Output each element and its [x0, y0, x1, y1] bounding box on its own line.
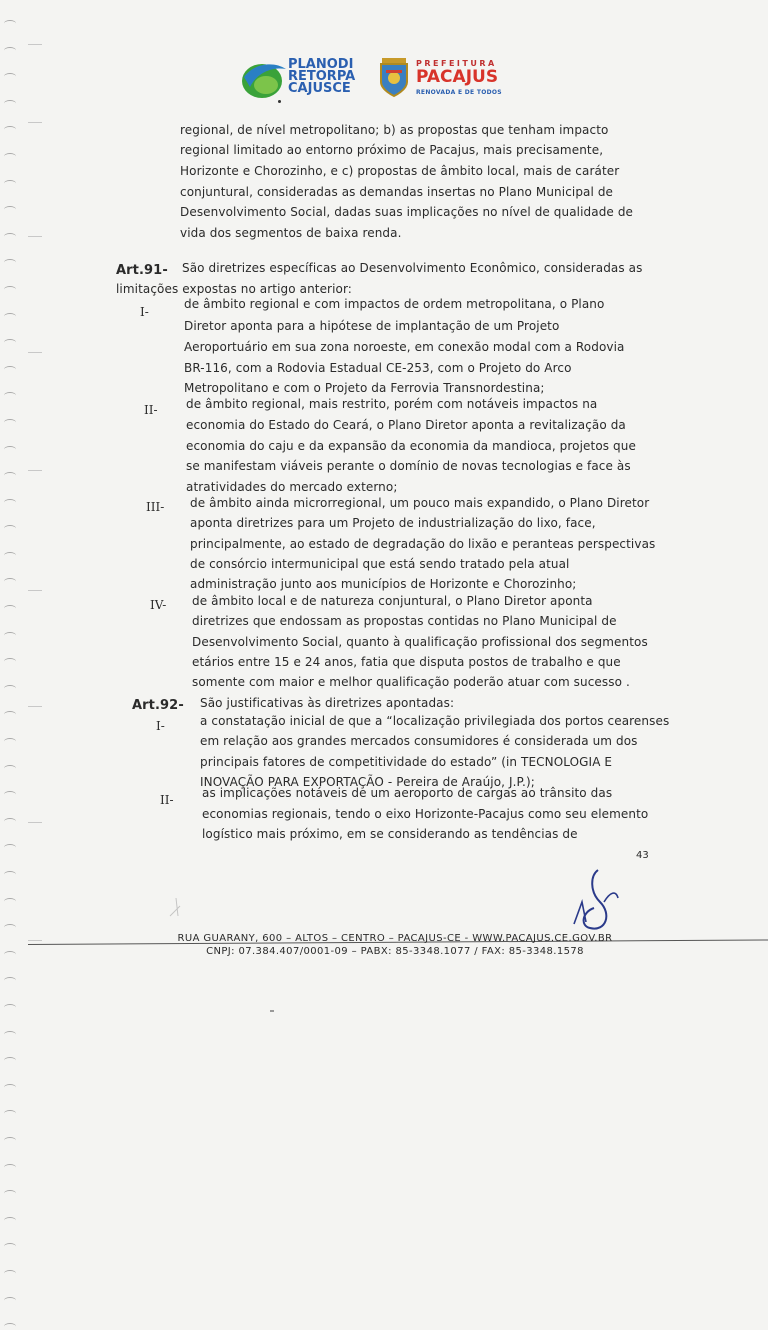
text-line: Horizonte e Chorozinho, e c) propostas de âmbito local, mais de caráter: [180, 164, 620, 178]
coat-of-arms-icon: [378, 56, 410, 98]
text-line: economia do Estado do Ceará, o Plano Diretor aponta a revitalização da: [186, 418, 626, 432]
text-line: atratividades do mercado externo;: [186, 480, 398, 494]
signature-icon: [560, 862, 640, 942]
pacajus-label: PACAJUS: [416, 67, 499, 87]
article-91-heading: limitações expostas no artigo anterior:: [116, 282, 352, 296]
text-line: as implicações notáveis de um aeroporto de cargas ao trânsito das: [202, 786, 613, 800]
faint-mark-icon: [166, 892, 196, 922]
text-line: em relação aos grandes mercados consumidores é considerada um dos: [200, 734, 638, 748]
text-line: diretrizes que endossam as propostas contidas no Plano Municipal de: [192, 614, 617, 628]
page-number: 43: [636, 850, 649, 861]
text-line: Diretor aponta para a hipótese de implantação de um Projeto: [184, 319, 560, 333]
text-line: de âmbito regional, mais restrito, porém com notáveis impactos na: [186, 397, 598, 411]
plano-diretor-logo: [240, 57, 370, 101]
item-numeral: II-: [144, 403, 158, 417]
text-line: regional limitado ao entorno próximo de Pacajus, mais precisamente,: [180, 143, 604, 157]
text-line: administração junto aos municípios de Horizonte e Chorozinho;: [190, 577, 577, 591]
text-line: de âmbito ainda microrregional, um pouco mais expandido, o Plano Diretor: [190, 496, 650, 510]
text-line: aponta diretrizes para um Projeto de industrialização do lixo, face,: [190, 516, 596, 530]
text-line: somente com maior e melhor qualificação poderão atuar com sucesso .: [192, 675, 630, 689]
item-numeral: III-: [146, 500, 165, 514]
footer-address: RUA GUARANY, 600 – ALTOS – CENTRO – PACAJUS-CE - WWW.PACAJUS.CE.GOV.BR: [177, 933, 613, 944]
logo-word-1: PLANODI: [288, 57, 354, 72]
article-92-label: Art.92-: [132, 698, 184, 713]
text-line: Aeroportuário em sua zona noroeste, em conexão modal com a Rodovia: [184, 340, 625, 354]
item-numeral: I-: [140, 305, 149, 319]
text-line: de consórcio intermunicipal que está sendo tratado pela atual: [190, 557, 570, 571]
text-line: Metropolitano e com o Projeto da Ferrovia Transnordestina;: [184, 381, 545, 395]
text-line: Desenvolvimento Social, quanto à qualificação profissional dos segmentos: [192, 635, 648, 649]
item-numeral: IV-: [150, 598, 167, 612]
prefeitura-logo: [378, 56, 508, 102]
article-91-heading: São diretrizes específicas ao Desenvolvimento Econômico, consideradas as: [182, 261, 643, 275]
text-line: regional, de nível metropolitano; b) as propostas que tenham impacto: [180, 123, 609, 137]
item-numeral: I-: [156, 719, 165, 733]
perforation-marks: [4, 20, 20, 1010]
text-line: conjuntural, consideradas as demandas insertas no Plano Municipal de: [180, 185, 614, 199]
text-line: economias regionais, tendo o eixo Horizonte-Pacajus como seu elemento: [202, 807, 649, 821]
article-92-heading: São justificativas às diretrizes apontadas:: [200, 696, 455, 710]
text-line: principais fatores de competitividade do estado” (in TECNOLOGIA E: [200, 755, 613, 769]
text-line: BR-116, com a Rodovia Estadual CE-253, com o Projeto do Arco: [184, 361, 572, 375]
text-line: de âmbito regional e com impactos de ordem metropolitana, o Plano: [184, 297, 605, 311]
text-line: economia do caju e da expansão da economia da mandioca, projetos que: [186, 439, 636, 453]
slogan-label: RENOVADA E DE TODOS: [416, 89, 502, 96]
logo-word-2: RETORPA: [288, 69, 356, 84]
prefeitura-label: PREFEITURA: [416, 59, 497, 68]
text-line: principalmente, ao estado de degradação do lixão e peranteas perspectivas: [190, 537, 656, 551]
item-numeral: II-: [160, 793, 174, 807]
footer-contact: CNPJ: 07.384.407/0001-09 – PABX: 85-3348.1077 / FAX: 85-3348.1578: [206, 946, 584, 957]
leaf-logo-icon: [240, 57, 288, 101]
text-line: vida dos segmentos de baixa renda.: [180, 226, 402, 240]
text-line: de âmbito local e de natureza conjuntural, o Plano Diretor aponta: [192, 594, 593, 608]
text-line: Desenvolvimento Social, dadas suas implicações no nível de qualidade de: [180, 205, 634, 219]
logo-word-3: CAJUSCE: [288, 81, 351, 96]
text-line: INOVAÇÃO PARA EXPORTAÇÃO - Pereira de Araújo, J.P.);: [200, 775, 535, 789]
text-line: se manifestam viáveis perante o domínio de novas tecnologias e face às: [186, 459, 631, 473]
text-line: etários entre 15 e 24 anos, fatia que disputa postos de trabalho e que: [192, 655, 621, 669]
text-line: logístico mais próximo, em se considerando as tendências de: [202, 827, 578, 841]
text-line: a constatação inicial de que a “localização privilegiada dos portos cearenses: [200, 714, 670, 728]
article-91-label: Art.91-: [116, 263, 168, 278]
